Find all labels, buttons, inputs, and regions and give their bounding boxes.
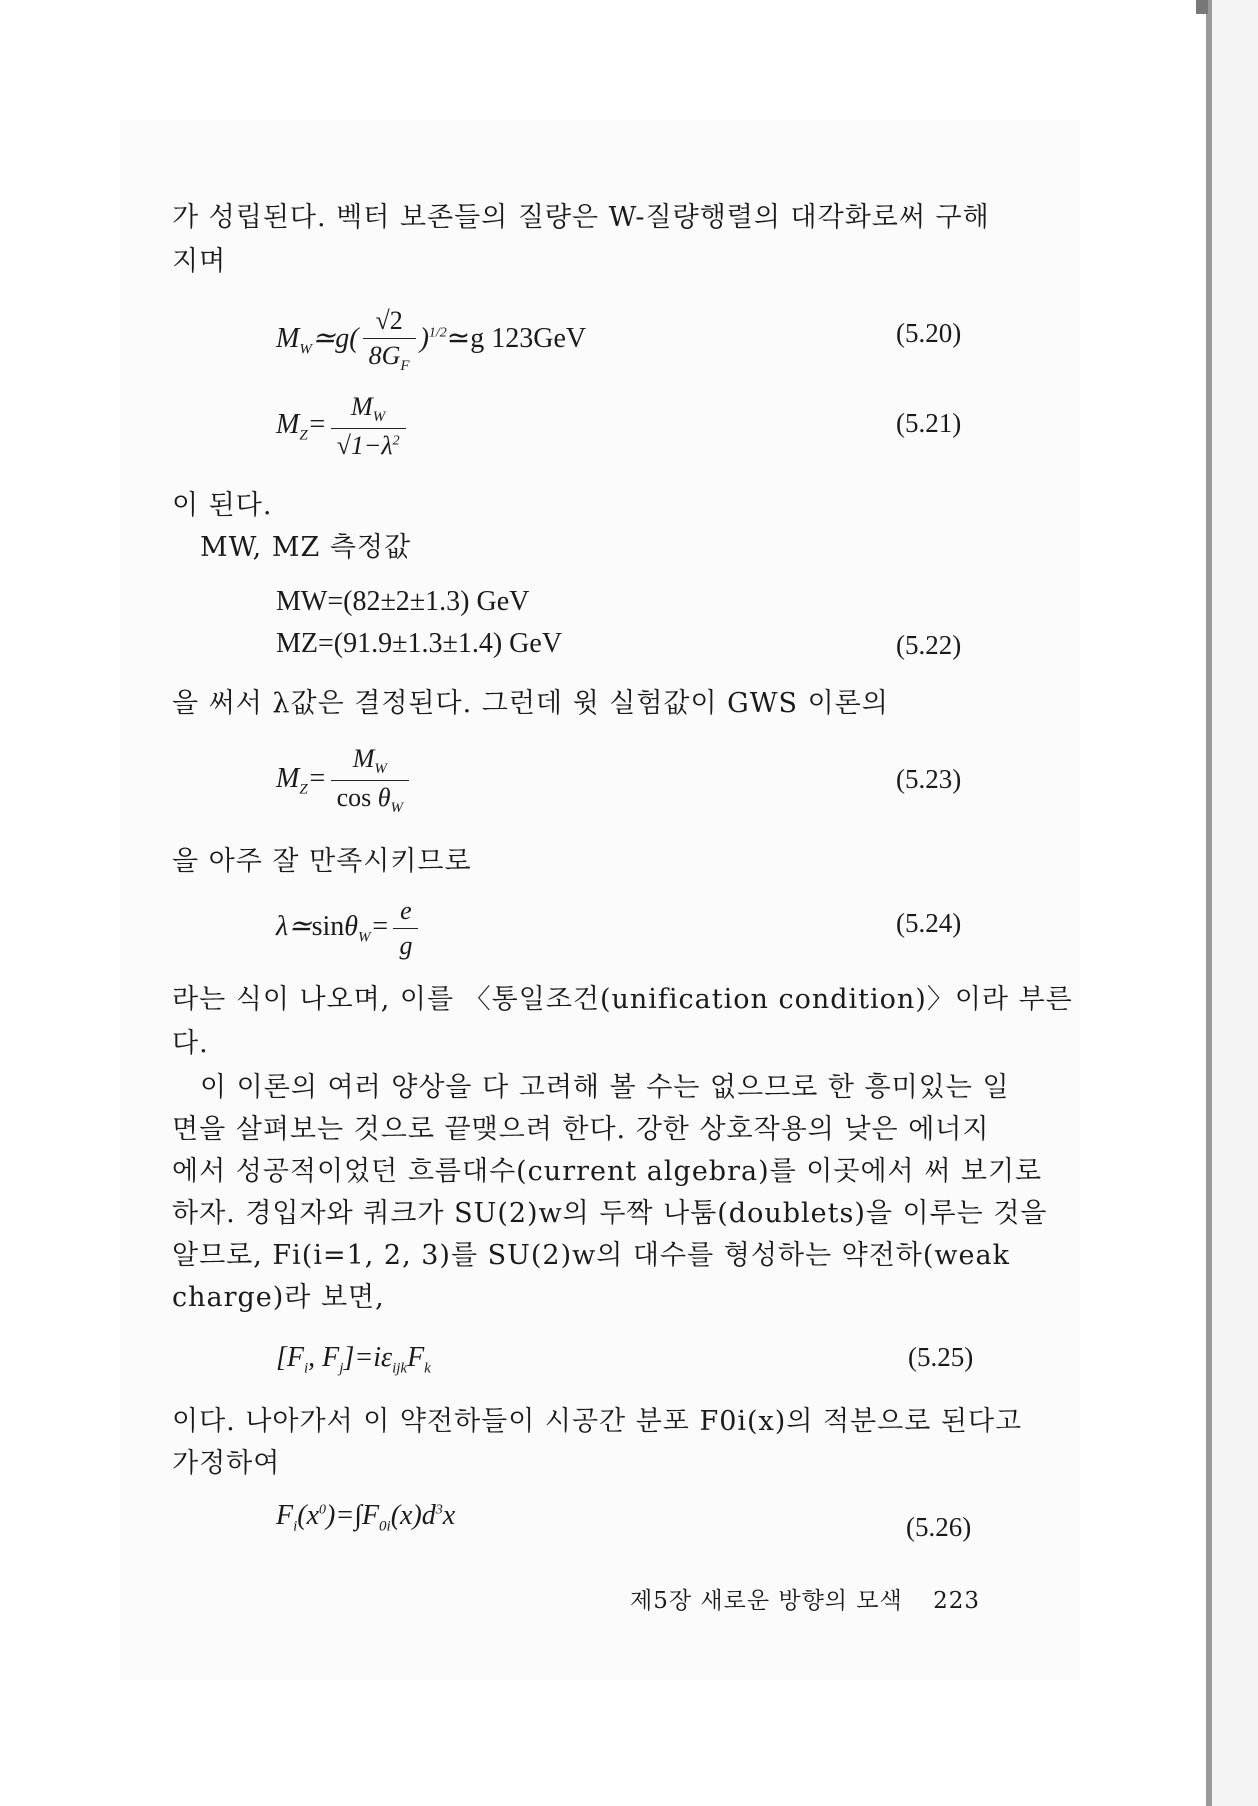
text-line: 이다. 나아가서 이 약전하들이 시공간 분포 F0i(x)의 적분으로 된다고 bbox=[172, 1406, 1023, 1437]
equation-number: (5.24) bbox=[896, 908, 962, 938]
equation-number: (5.23) bbox=[896, 764, 962, 794]
text-line: 면을 살펴보는 것으로 끝맺으려 한다. 강한 상호작용의 낮은 에너지 bbox=[172, 1114, 990, 1145]
text-line: 을 써서 λ값은 결정된다. 그런데 윗 실험값이 GWS 이론의 bbox=[172, 688, 889, 719]
text-line: 가 성립된다. 벡터 보존들의 질량은 W-질량행렬의 대각화로써 구해 bbox=[172, 202, 990, 233]
equation-5-21: $M_Z=$ $\frac{M_W}{√1-\lambda^2}$ bbox=[276, 392, 410, 461]
equation-5-20-tail: ≃g 123GeV bbox=[446, 323, 587, 355]
equation-number: (5.21) bbox=[896, 408, 962, 438]
text-line: MW, MZ 측정값 bbox=[200, 532, 412, 563]
text-line: 지며 bbox=[172, 246, 227, 277]
text-line: 이 이론의 여러 양상을 다 고려해 볼 수는 없으므로 한 흥미있는 일 bbox=[200, 1072, 1010, 1103]
equation-5-24: λ≃sinθ$_W$= $\frac{e}{g}$ bbox=[276, 896, 422, 961]
text-line: 알므로, Fi(i=1, 2, 3)를 SU(2)w의 대수를 형성하는 약전하(weak bbox=[172, 1240, 1010, 1271]
text-line: 가정하여 bbox=[172, 1448, 281, 1479]
equation-number: (5.22) bbox=[896, 630, 962, 660]
text-line: 다. bbox=[172, 1028, 209, 1059]
page-number: 223 bbox=[933, 1588, 980, 1614]
text-line: charge)라 보면, bbox=[172, 1282, 385, 1313]
equation-5-26: $F_i(x^0)=\int F_{0i}(x)d^3x$ bbox=[276, 1500, 456, 1535]
viewer-margin bbox=[1212, 0, 1258, 1806]
text-line: 하자. 경입자와 쿼크가 SU(2)w의 두짝 나툼(doublets)을 이루는 것을 bbox=[172, 1198, 1048, 1229]
equation-5-20: $M_W≃g$( $\frac{√2}{8G_F}$ )$^{1/2}$≃g 123GeV bbox=[276, 306, 587, 375]
text-line: 에서 성공적이었던 흐름대수(current algebra)를 이곳에서 써 보기로 bbox=[172, 1156, 1043, 1187]
equation-5-22-b: MZ=(91.9±1.3±1.4) GeV bbox=[276, 628, 563, 659]
equation-5-22-a: MW=(82±2±1.3) GeV bbox=[276, 586, 530, 617]
equation-5-25: [$F_i$, $F_j]=i\varepsilon_{ijk}F_k$ bbox=[276, 1342, 431, 1377]
equation-number: (5.26) bbox=[906, 1512, 972, 1542]
text-line: 라는 식이 나오며, 이를 〈통일조건(unification condition)〉이라 부른 bbox=[172, 984, 1073, 1015]
equation-5-23: $M_Z=$ $\frac{M_W}{\cos \theta_W}$ bbox=[276, 744, 413, 817]
equation-number: (5.20) bbox=[896, 318, 962, 348]
text-line: 이 된다. bbox=[172, 490, 273, 521]
text-line: 을 아주 잘 만족시키므로 bbox=[172, 846, 472, 877]
footer-chapter: 제5장 새로운 방향의 모색 bbox=[630, 1588, 903, 1614]
page-footer bbox=[630, 1582, 980, 1615]
page-corner bbox=[1196, 0, 1208, 14]
equation-number: (5.25) bbox=[908, 1342, 974, 1372]
